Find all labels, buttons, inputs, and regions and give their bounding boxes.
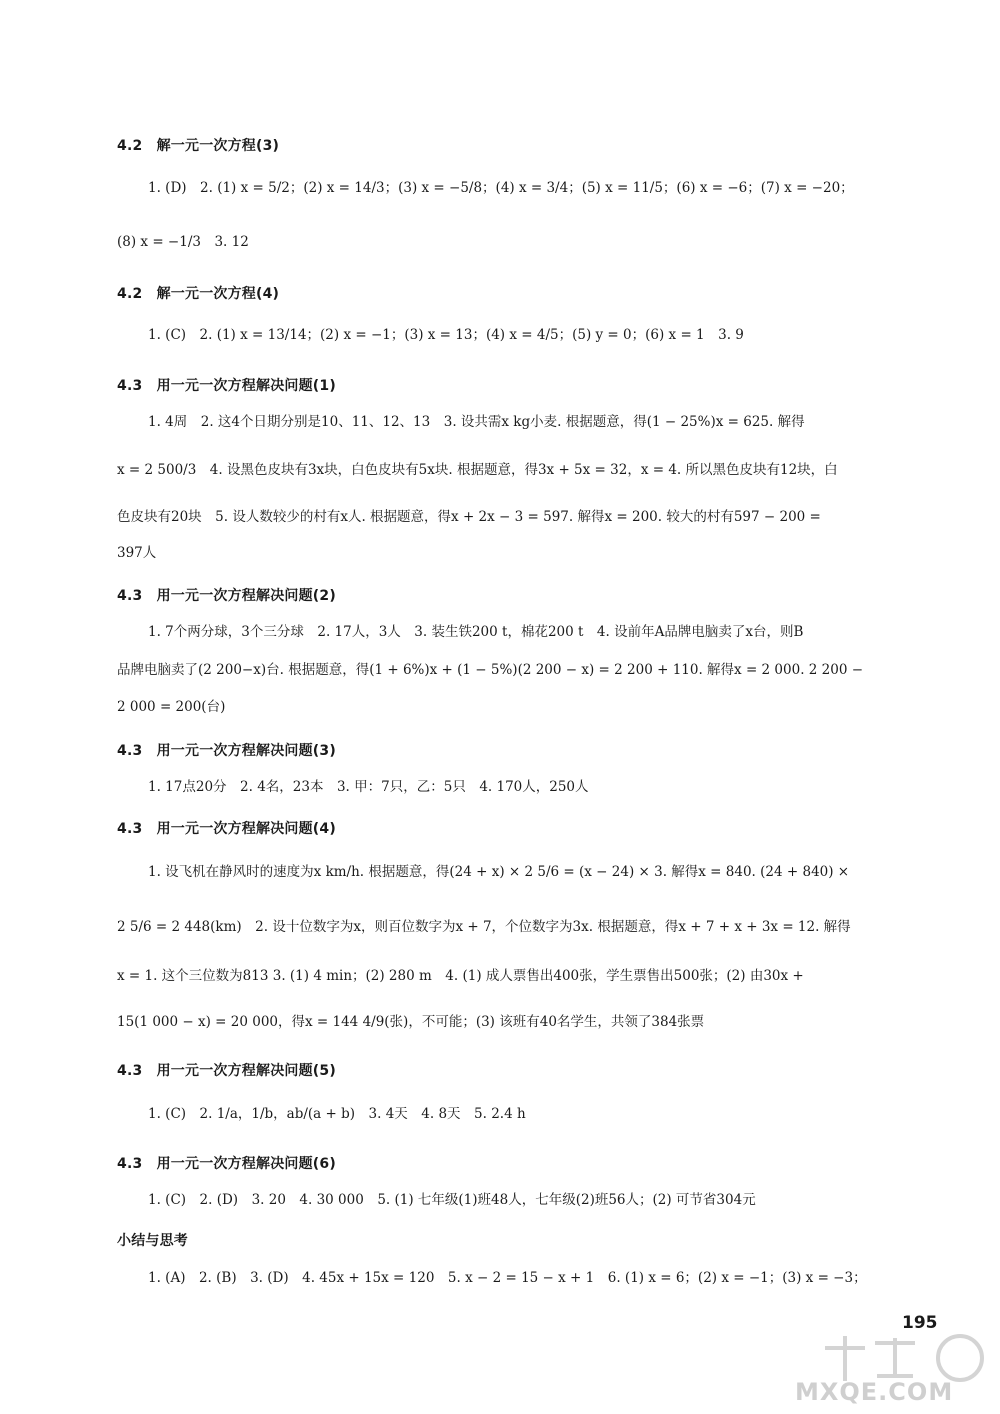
section-heading: 小结与思考 bbox=[117, 1233, 188, 1249]
answer-line: 1. (D) 2. (1) x = 5/2；(2) x = 14/3；(3) x = −5/8；(4) x = 3/4；(5) x = 11/5；(6) x = −6；(7) x = −20； bbox=[148, 180, 854, 196]
answer-line: 1. (A) 2. (B) 3. (D) 4. 45x + 15x = 120 5. x − 2 = 15 − x + 1 6. (1) x = 6；(2) x = −1；(3) x = −3； bbox=[148, 1270, 867, 1286]
watermark-text: MXQE.COM bbox=[795, 1378, 954, 1406]
section-heading: 4.3 用一元一次方程解决问题(3) bbox=[117, 743, 336, 759]
section-heading: 4.3 用一元一次方程解决问题(6) bbox=[117, 1156, 336, 1172]
section-heading: 4.3 用一元一次方程解决问题(2) bbox=[117, 588, 336, 604]
answer-line: 397人 bbox=[117, 545, 157, 561]
answer-line: 品牌电脑卖了(2 200−x)台. 根据题意，得(1 + 6%)x + (1 − 5%)(2 200 − x) = 2 200 + 110. 解得x = 2 000. 2 200 − bbox=[117, 662, 864, 678]
answer-line: 2 5/6 = 2 448(km) 2. 设十位数字为x，则百位数字为x + 7，个位数字为3x. 根据题意，得x + 7 + x + 3x = 12. 解得 bbox=[117, 919, 851, 935]
answer-line: 1. 4周 2. 这4个日期分别是10、11、12、13 3. 设共需x kg小麦. 根据题意，得(1 − 25%)x = 625. 解得 bbox=[148, 414, 805, 430]
section-heading: 4.3 用一元一次方程解决问题(1) bbox=[117, 378, 336, 394]
answer-line: 1. (C) 2. 1/a，1/b，ab/(a + b) 3. 4天 4. 8天 5. 2.4 h bbox=[148, 1106, 526, 1122]
answer-line: 1. 设飞机在静风时的速度为x km/h. 根据题意，得(24 + x) × 2 5/6 = (x − 24) × 3. 解得x = 840. (24 + 840) × bbox=[148, 864, 850, 880]
answer-line: 1. (C) 2. (D) 3. 20 4. 30 000 5. (1) 七年级(1)班48人，七年级(2)班56人；(2) 可节省304元 bbox=[148, 1192, 756, 1208]
answer-line: 1. 7个两分球，3个三分球 2. 17人，3人 3. 装生铁200 t，棉花200 t 4. 设前年A品牌电脑卖了x台，则B bbox=[148, 624, 804, 640]
answer-line: 1. (C) 2. (1) x = 13/14；(2) x = −1；(3) x = 13；(4) x = 4/5；(5) y = 0；(6) x = 1 3. 9 bbox=[148, 327, 744, 343]
answer-line: x = 2 500/3 4. 设黑色皮块有3x块，白色皮块有5x块. 根据题意，得3x + 5x = 32，x = 4. 所以黑色皮块有12块，白 bbox=[117, 462, 838, 478]
answer-line: (8) x = −1/3 3. 12 bbox=[117, 234, 249, 250]
answer-line: x = 1. 这个三位数为813 3. (1) 4 min；(2) 280 m 4. (1) 成人票售出400张，学生票售出500张；(2) 由30x + bbox=[117, 968, 804, 984]
section-heading: 4.2 解一元一次方程(3) bbox=[117, 138, 280, 154]
page-number: 195 bbox=[902, 1313, 938, 1333]
answer-line: 色皮块有20块 5. 设人数较少的村有x人. 根据题意，得x + 2x − 3 = 597. 解得x = 200. 较大的村有597 − 200 = bbox=[117, 509, 821, 525]
section-heading: 4.3 用一元一次方程解决问题(5) bbox=[117, 1063, 336, 1079]
answer-line: 1. 17点20分 2. 4名，23本 3. 甲：7只，乙：5只 4. 170人，250人 bbox=[148, 779, 589, 795]
section-heading: 4.2 解一元一次方程(4) bbox=[117, 286, 280, 302]
section-heading: 4.3 用一元一次方程解决问题(4) bbox=[117, 821, 336, 837]
answer-line: 2 000 = 200(台) bbox=[117, 699, 226, 715]
answer-line: 15(1 000 − x) = 20 000，得x = 144 4/9(张)，不可能；(3) 该班有40名学生，共领了384张票 bbox=[117, 1014, 705, 1030]
